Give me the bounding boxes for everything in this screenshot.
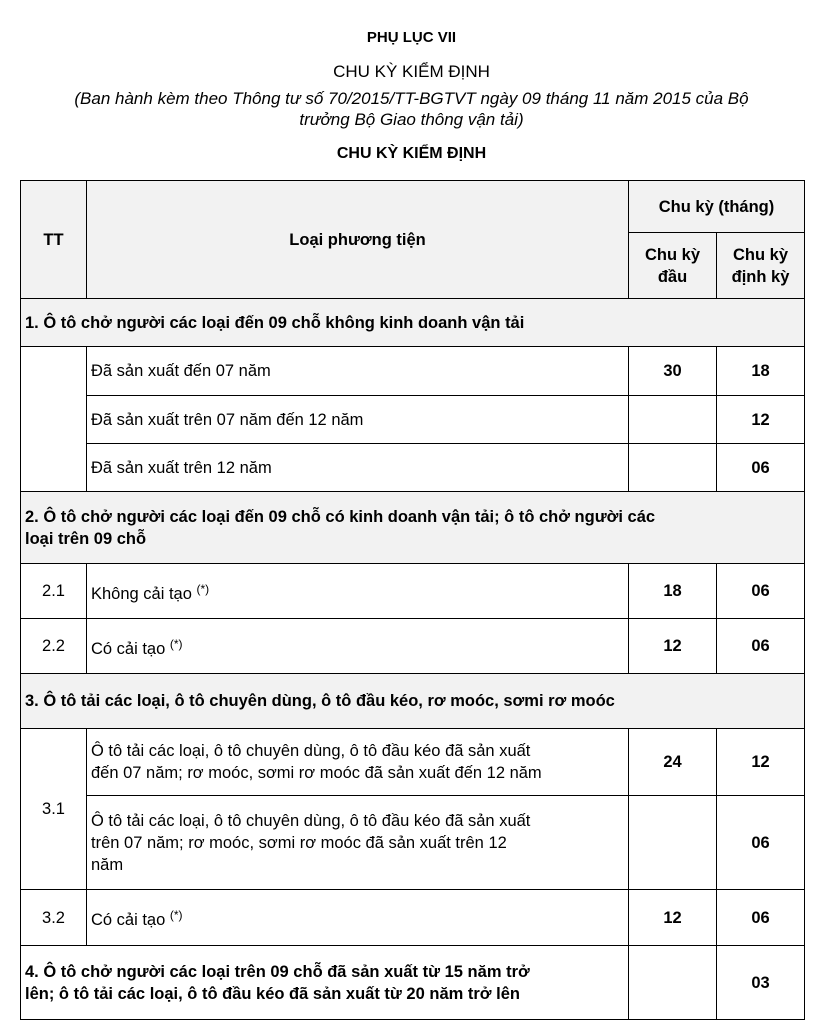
row-label: Đã sản xuất trên 12 năm [87,444,629,492]
periodic-cycle-value: 12 [717,729,805,796]
row-label: Đã sản xuất đến 07 năm [87,347,629,396]
row-tt: 3.1 [21,729,87,890]
row-label: Có cải tạo [91,639,166,658]
row-label-line-2: đến 07 năm; rơ moóc, sơmi rơ moóc đã sản xuất đến 12 năm [91,764,542,782]
issuance-line-1: (Ban hành kèm theo Thông tư số 70/2015/TT-BGTVT ngày 09 tháng 11 năm 2015 của Bộ [74,89,749,108]
note-mark: (*) [169,636,183,651]
periodic-cycle-value: 06 [717,796,805,890]
issuance-line-2: trưởng Bộ Giao thông vận tải) [299,110,524,129]
section-row [21,946,805,1020]
note-mark: (*) [169,908,183,922]
col-header-periodic-line-1: Chu kỳ [732,245,788,264]
row-label: Không cải tạo [91,584,192,603]
row-tt: 2.2 [21,619,87,674]
section-row [21,674,805,729]
appendix-title: PHỤ LỤC VII [366,29,457,46]
col-header-periodic-cycle [717,233,805,299]
row-label: Đã sản xuất trên 07 năm đến 12 năm [87,396,629,444]
section-4-title-line-1: 4. Ô tô chở người các loại trên 09 chỗ đã sản xuất từ 15 năm trở [25,962,530,981]
first-cycle-value [629,796,717,890]
col-header-vehicle: Loại phương tiện [87,181,629,299]
periodic-cycle-value: 18 [717,347,805,396]
first-cycle-value: 30 [629,347,717,396]
row-tt: 3.2 [21,890,87,946]
table-row [21,796,805,890]
section-4-title [21,946,629,1020]
note-mark: (*) [196,581,210,596]
row-label: Có cải tạo [91,911,166,929]
row-label [87,796,629,890]
col-header-first-cycle [629,233,717,299]
first-cycle-value: 12 [629,619,717,674]
table-title: CHU KỲ KIỂM ĐỊNH [336,145,487,162]
periodic-cycle-value: 06 [717,564,805,619]
inspection-cycle-table [20,180,805,1020]
table-row [21,729,805,796]
col-header-first-line-2: đầu [657,267,688,286]
section-2-title-line-2: loại trên 09 chỗ [25,529,147,548]
first-cycle-value: 24 [629,729,717,796]
section-2-title-line-1: 2. Ô tô chở người các loại đến 09 chỗ có kinh doanh vận tải; ô tô chở người các [25,507,656,526]
section-2-title [21,492,805,564]
periodic-cycle-value: 03 [717,946,805,1020]
col-header-first-line-1: Chu kỳ [644,245,700,264]
row-label-line-3: năm [91,855,124,874]
section-1-title: 1. Ô tô chở người các loại đến 09 chỗ không kinh doanh vận tải [21,299,805,347]
row-label-line-2: trên 07 năm; rơ moóc, sơmi rơ moóc đã sản xuất trên 12 [91,833,507,852]
table-row [21,890,805,946]
first-cycle-value [629,444,717,492]
first-cycle-value: 18 [629,564,717,619]
section-1-tt-cell [21,347,87,492]
first-cycle-value [629,396,717,444]
section-3-title: 3. Ô tô tải các loại, ô tô chuyên dùng, ô tô đầu kéo, rơ moóc, sơmi rơ moóc [21,674,805,729]
table-row [21,396,805,444]
row-label-line-1: Ô tô tải các loại, ô tô chuyên dùng, ô tô đầu kéo đã sản xuất [91,811,531,830]
section-row [21,492,805,564]
col-header-periodic-line-2: định kỳ [731,267,790,286]
row-label-cell [87,890,629,946]
table-row [21,444,805,492]
periodic-cycle-value: 12 [717,396,805,444]
periodic-cycle-value: 06 [717,619,805,674]
col-header-cycle: Chu kỳ (tháng) [629,181,805,233]
col-header-tt: TT [21,181,87,299]
issuance-note [0,88,823,130]
document-subtitle: CHU KỲ KIỂM ĐỊNH [333,62,490,81]
row-tt: 2.1 [21,564,87,619]
table-row [21,564,805,619]
first-cycle-value [629,946,717,1020]
section-row [21,299,805,347]
section-4-title-line-2: lên; ô tô tải các loại, ô tô đầu kéo đã sản xuất từ 20 năm trở lên [25,984,520,1003]
row-label-cell [87,619,629,674]
first-cycle-value: 12 [629,890,717,946]
row-label-line-1: Ô tô tải các loại, ô tô chuyên dùng, ô tô đầu kéo đã sản xuất [91,742,531,760]
table-row [21,347,805,396]
periodic-cycle-value: 06 [717,444,805,492]
header-row [21,181,805,233]
table-row [21,619,805,674]
periodic-cycle-value: 06 [717,890,805,946]
row-label-cell [87,564,629,619]
row-label [87,729,629,796]
